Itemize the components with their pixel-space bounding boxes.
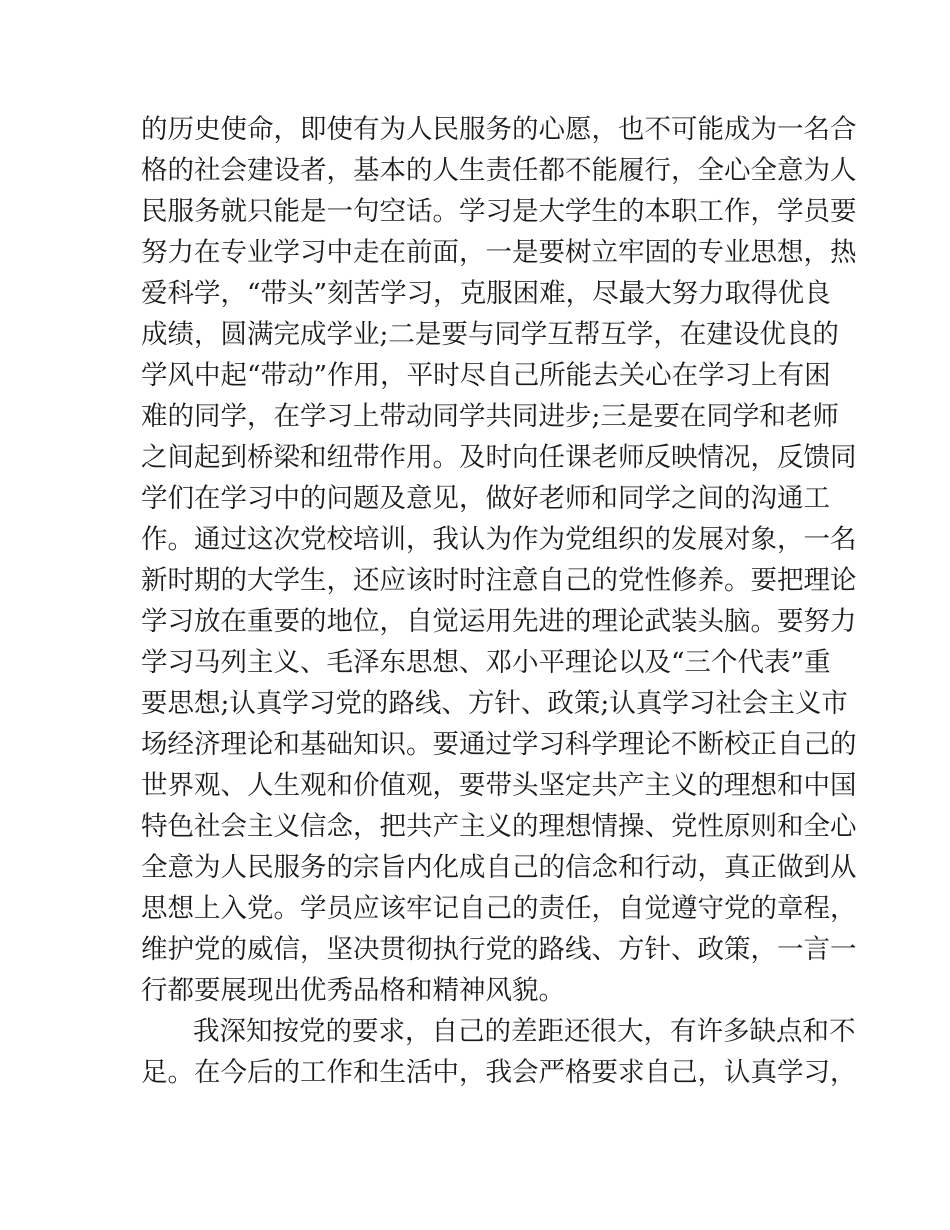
paragraph-start-line: 我深知按党的要求，自己的差距还很大，有许多缺点和不 xyxy=(193,1016,856,1047)
text-line: 的历史使命，即使有为人民服务的心愿，也不可能成为一名合 xyxy=(141,114,857,145)
text-line: 全意为人民服务的宗旨内化成自己的信念和行动，真正做到从 xyxy=(141,852,857,883)
text-line: 之间起到桥梁和纽带作用。及时向任课老师反映情况，反馈同 xyxy=(141,442,857,473)
text-line: 维护党的威信，坚决贯彻执行党的路线、方针、政策，一言一 xyxy=(141,934,857,965)
text-line: 学风中起“带动”作用，平时尽自己所能去关心在学习上有困 xyxy=(141,360,831,391)
text-line: 思想上入党。学员应该牢记自己的责任，自觉遵守党的章程， xyxy=(141,893,857,924)
text-line: 努力在专业学习中走在前面，一是要树立牢固的专业思想，热 xyxy=(141,237,857,268)
body-text xyxy=(141,109,857,1093)
text-line: 成绩，圆满完成学业;二是要与同学互帮互学，在建设优良的 xyxy=(141,319,839,350)
text-line: 学习马列主义、毛泽东思想、邓小平理论以及“三个代表”重 xyxy=(141,647,831,678)
text-line: 新时期的大学生，还应该时时注意自己的党性修养。要把理论 xyxy=(141,565,857,596)
text-line: 足。在今后的工作和生活中，我会严格要求自己，认真学习， xyxy=(141,1057,857,1088)
text-line: 要思想;认真学习党的路线、方针、政策;认真学习社会主义市 xyxy=(141,688,848,719)
text-line: 特色社会主义信念，把共产主义的理想情操、党性原则和全心 xyxy=(141,811,857,842)
text-line: 格的社会建设者，基本的人生责任都不能履行，全心全意为人 xyxy=(141,155,857,186)
text-line: 难的同学，在学习上带动同学共同进步;三是要在同学和老师 xyxy=(141,401,839,432)
text-line: 爱科学，“带头”刻苦学习，克服困难，尽最大努力取得优良 xyxy=(141,278,831,309)
text-line: 学习放在重要的地位，自觉运用先进的理论武装头脑。要努力 xyxy=(141,606,857,637)
text-line: 世界观、人生观和价值观，要带头坚定共产主义的理想和中国 xyxy=(141,770,857,801)
text-line: 行都要展现出优秀品格和精神风貌。 xyxy=(141,975,565,1006)
text-line: 民服务就只能是一句空话。学习是大学生的本职工作，学员要 xyxy=(141,196,857,227)
text-line: 场经济理论和基础知识。要通过学习科学理论不断校正自己的 xyxy=(141,729,857,760)
text-line: 作。通过这次党校培训，我认为作为党组织的发展对象，一名 xyxy=(141,524,857,555)
text-line: 学们在学习中的问题及意见，做好老师和同学之间的沟通工 xyxy=(141,483,830,514)
